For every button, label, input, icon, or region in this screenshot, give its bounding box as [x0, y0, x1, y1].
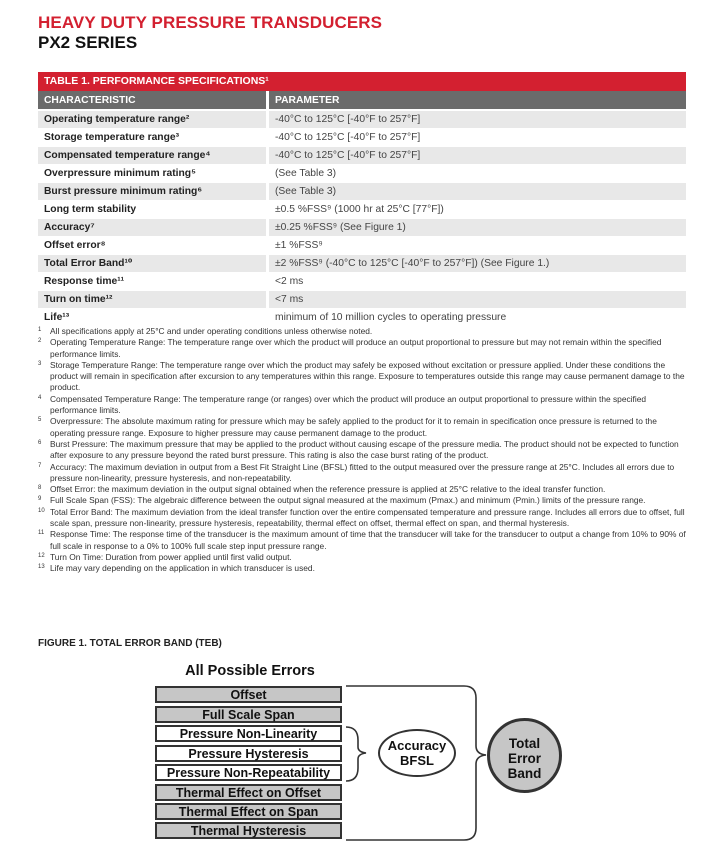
footnote-number: 1 — [38, 327, 42, 333]
parameter-cell: ±0.5 %FSS⁹ (1000 hr at 25°C [77°F]) — [268, 201, 687, 219]
error-box-thermal-hysteresis: Thermal Hysteresis — [155, 822, 342, 839]
footnote-number: 4 — [38, 394, 42, 401]
bfsl-label: BFSL — [400, 753, 434, 768]
parameter-cell: <2 ms — [268, 273, 687, 291]
diagram-title: All Possible Errors — [185, 663, 315, 679]
characteristic-cell: Compensated temperature range⁴ — [38, 147, 268, 165]
column-header-parameter: PARAMETER — [268, 91, 687, 110]
characteristic-cell: Turn on time¹² — [38, 291, 268, 309]
characteristic-cell: Offset error⁸ — [38, 237, 268, 255]
characteristic-cell: Operating temperature range² — [38, 110, 268, 129]
characteristic-cell: Accuracy⁷ — [38, 219, 268, 237]
figure-title: FIGURE 1. TOTAL ERROR BAND (TEB) — [38, 638, 222, 649]
characteristic-cell: Response time¹¹ — [38, 273, 268, 291]
parameter-cell: -40°C to 125°C [-40°F to 257°F] — [268, 110, 687, 129]
footnote-text: Response Time: The response time of the transducer is the maximum amount of time that the transducer will take for the transducer to output a change from 10% to 90% of full scale in response to a 0% to 100% full scale step input pressure range. — [50, 529, 686, 551]
error-box-thermal-effect-offset: Thermal Effect on Offset — [155, 784, 342, 801]
footnote-number: 13 — [38, 564, 45, 571]
column-header-characteristic: CHARACTERISTIC — [38, 91, 268, 110]
footnote-text: Operating Temperature Range: The temperature range over which the product will produce an output proportional to pressure but may not remain within the specified performance limits. — [50, 337, 662, 359]
footnote-number: 7 — [38, 462, 42, 469]
footnote-text: Storage Temperature Range: The temperature range over which the product may safely be exposed without excitation or pressure applied. Under these conditions the product will remain in specification after excursion to any temperatures within this range. Exposure to temperatures outside this range may cause permanent damage to the product. — [50, 359, 685, 393]
footnote-text: Life may vary depending on the application in which transducer is used. — [50, 563, 315, 574]
footnote-text: Accuracy: The maximum deviation in output from a Best Fit Straight Line (BFSL) fitted to the output measured over the pressure range at 25°C. Includes all errors due to pressure non-linearity, pressure hysteresis, and non-repeatability. — [50, 461, 675, 483]
parameter-cell: ±0.25 %FSS⁹ (See Figure 1) — [268, 219, 687, 237]
characteristic-cell: Overpressure minimum rating⁵ — [38, 165, 268, 183]
total-error-band-circle — [487, 718, 562, 793]
parameter-cell: (See Table 3) — [268, 165, 687, 183]
error-box-pressure-non-linearity: Pressure Non-Linearity — [155, 725, 342, 742]
parameter-cell: minimum of 10 million cycles to operating pressure — [268, 309, 687, 327]
footnote-number: 6 — [38, 439, 42, 446]
characteristic-cell: Long term stability — [38, 201, 268, 219]
footnote-text: Compensated Temperature Range: The temperature range (or ranges) over which the product will produce an output proportional to pressure within the specified performance limits. — [50, 393, 647, 416]
teb-label-error: Error — [507, 751, 541, 766]
footnote-text: Turn On Time: Duration from power applied until first valid output. — [50, 551, 292, 562]
error-box-thermal-effect-span: Thermal Effect on Span — [155, 803, 342, 820]
footnote-text: Offset Error: the maximum deviation in the output signal obtained when the reference pressure is applied at 25°C relative to the ideal transfer function. — [50, 484, 606, 495]
footnote-text: All specifications apply at 25°C and under operating conditions unless otherwise noted. — [50, 326, 373, 336]
parameter-cell: -40°C to 125°C [-40°F to 257°F] — [268, 129, 687, 147]
page-subtitle: PX2 SERIES — [38, 33, 138, 52]
accuracy-label: Accuracy — [387, 738, 447, 753]
teb-label-total: Total — [508, 736, 541, 751]
error-box-pressure-non-repeatability: Pressure Non-Repeatability — [155, 764, 342, 781]
parameter-cell: <7 ms — [268, 291, 687, 309]
footnote-text: Overpressure: The absolute maximum rating for pressure which may be safely applied to the product for it to remain in specification once pressure is returned to the operating pressure range. Exposure to higher pressure may cause permanent damage to the product. — [50, 416, 657, 438]
footnote-text: Total Error Band: The maximum deviation from the ideal transfer function over the entire compensated temperature and pressure range. Includes all errors due to offset, full scale span, pressure non-linearity, pressure hysteresis, repeatability, thermal effect on offset, thermal effect on span, and thermal hysteresis. — [50, 506, 685, 529]
footnote-number: 8 — [38, 485, 42, 492]
error-box-full-scale-span: Full Scale Span — [155, 706, 342, 723]
footnote-number: 10 — [38, 507, 45, 514]
characteristic-cell: Burst pressure minimum rating⁶ — [38, 183, 268, 201]
characteristic-cell: Total Error Band¹⁰ — [38, 255, 268, 273]
footnote-number: 3 — [38, 360, 42, 367]
footnote-number: 11 — [38, 530, 45, 537]
teb-label-band: Band — [507, 766, 542, 781]
accuracy-bfsl-oval — [378, 729, 456, 777]
characteristic-cell: Storage temperature range³ — [38, 129, 268, 147]
footnote-text: Full Scale Span (FSS): The algebraic difference between the output signal measured at the maximum (Pmax.) and minimum (Pmin.) limits of the pressure range. — [50, 495, 646, 506]
parameter-cell: -40°C to 125°C [-40°F to 257°F] — [268, 147, 687, 165]
error-box-pressure-hysteresis: Pressure Hysteresis — [155, 745, 342, 762]
page-title: HEAVY DUTY PRESSURE TRANSDUCERS — [38, 13, 383, 32]
footnote-number: 12 — [38, 552, 45, 559]
footnote-text: Burst Pressure: The maximum pressure that may be applied to the product without causing escape of the pressure media. The product should not be expected to function after exposure to any pressure beyond the rated burst pressure. This rating is also the case burst rating of the product. — [50, 438, 679, 461]
parameter-cell: ±1 %FSS⁹ — [268, 237, 687, 255]
characteristic-cell: Life¹³ — [38, 309, 268, 327]
footnote-number: 9 — [38, 496, 42, 503]
footnote-number: 5 — [38, 417, 42, 424]
footnote-number: 2 — [38, 338, 42, 345]
error-box-offset: Offset — [155, 686, 342, 703]
table-banner: TABLE 1. PERFORMANCE SPECIFICATIONS¹ — [38, 72, 686, 91]
parameter-cell: (See Table 3) — [268, 183, 687, 201]
parameter-cell: ±2 %FSS⁹ (-40°C to 125°C [-40°F to 257°F]) (See Figure 1.) — [268, 255, 687, 273]
